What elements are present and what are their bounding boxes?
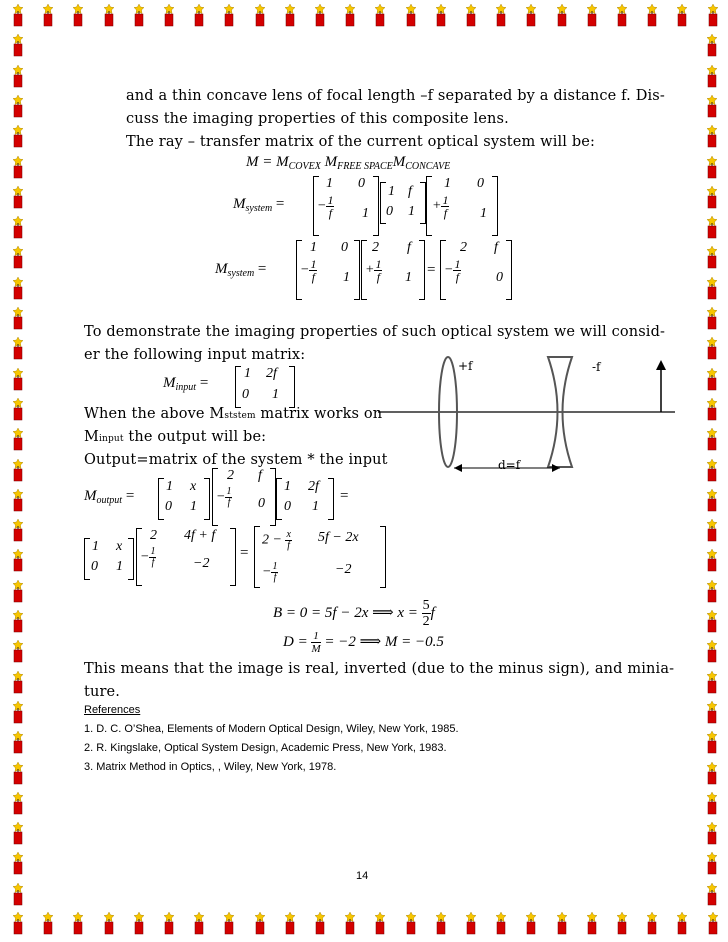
firecracker-icon [706,489,718,505]
firecracker-icon [435,4,447,20]
firecracker-icon [72,912,84,928]
firecracker-icon [706,822,718,838]
firecracker-icon [12,731,24,747]
firecracker-icon [706,852,718,868]
body-line: The ray – transfer matrix of the current optical system will be: [126,134,596,150]
firecracker-icon [314,4,326,20]
firecracker-icon [706,762,718,778]
firecracker-icon [223,4,235,20]
equals-sign: = [240,545,249,561]
firecracker-icon [12,883,24,899]
firecracker-icon [42,4,54,20]
firecracker-icon [706,246,718,262]
firecracker-icon [284,4,296,20]
firecracker-icon [525,912,537,928]
firecracker-icon [42,912,54,928]
firecracker-icon [706,307,718,323]
firecracker-icon [707,912,719,928]
firecracker-icon [495,912,507,928]
firecracker-icon [706,459,718,475]
firecracker-icon [12,792,24,808]
body-line: er the following input matrix: [84,347,306,363]
minus-f-label: -f [592,360,601,374]
body-line: ture. [84,684,121,700]
firecracker-icon [706,95,718,111]
body-line: Output=matrix of the system * the input [84,452,388,468]
firecracker-icon [12,216,24,232]
body-line: To demonstrate the imaging properties of such optical system we will consid- [84,324,666,340]
firecracker-icon [12,489,24,505]
firecracker-icon [314,912,326,928]
firecracker-icon [12,186,24,202]
msystem-label: $M_{system}$ = [215,261,267,279]
firecracker-icon [12,671,24,687]
firecracker-icon [616,4,628,20]
firecracker-icon [465,4,477,20]
firecracker-icon [12,701,24,717]
firecracker-icon [706,610,718,626]
firecracker-icon [12,65,24,81]
firecracker-icon [12,246,24,262]
firecracker-icon [12,428,24,444]
firecracker-icon [646,912,658,928]
page-number: 14 [356,870,369,882]
firecracker-icon [12,459,24,475]
arrow-head [656,360,666,370]
firecracker-icon [12,125,24,141]
firecracker-icon [676,4,688,20]
body-line: This means that the image is real, inverted (due to the minus sign), and minia- [84,661,675,677]
firecracker-icon [163,4,175,20]
firecracker-icon [12,762,24,778]
firecracker-icon [706,65,718,81]
firecracker-icon [12,368,24,384]
firecracker-icon [706,580,718,596]
firecracker-icon [72,4,84,20]
firecracker-icon [616,912,628,928]
firecracker-icon [706,428,718,444]
firecracker-icon [706,519,718,535]
firecracker-icon [556,912,568,928]
firecracker-icon [254,4,266,20]
firecracker-icon [344,4,356,20]
firecracker-icon [12,580,24,596]
firecracker-icon [706,216,718,232]
b-equation: B = 0 = 5f − 2x ⟹ x = $\frac{5}{2}$ f [273,598,435,629]
firecracker-icon [706,277,718,293]
firecracker-icon [163,912,175,928]
firecracker-icon [706,549,718,565]
firecracker-icon [706,731,718,747]
firecracker-icon [103,4,115,20]
firecracker-icon [374,912,386,928]
firecracker-icon [12,610,24,626]
firecracker-icon [12,398,24,414]
minput-label: $M_{input}$ = [163,375,209,393]
firecracker-icon [12,640,24,656]
body-line: When the above Mststem matrix works on [84,406,383,422]
body-line: cuss the imaging properties of this composite lens. [126,111,509,127]
firecracker-icon [706,34,718,50]
firecracker-icon [12,549,24,565]
body-line: Minput the output will be: [84,429,267,445]
firecracker-icon [344,912,356,928]
ray-transfer-equation: $M = M_{COVEX}$ $M_{FREE SPACE}M_{CONCAVE}$ [246,154,451,172]
firecracker-icon [525,4,537,20]
references-heading: References [84,704,141,716]
firecracker-icon [706,337,718,353]
firecracker-icon [676,912,688,928]
firecracker-icon [405,912,417,928]
firecracker-icon [706,701,718,717]
firecracker-icon [12,822,24,838]
body-line: and a thin concave lens of focal length –f separated by a distance f. Dis- [126,88,665,104]
firecracker-icon [12,95,24,111]
firecracker-icon [254,912,266,928]
firecracker-icon [193,912,205,928]
firecracker-icon [495,4,507,20]
firecracker-icon [284,912,296,928]
firecracker-icon [706,640,718,656]
firecracker-icon [586,4,598,20]
firecracker-icon [103,912,115,928]
firecracker-icon [706,156,718,172]
firecracker-icon [12,912,24,928]
distance-label: d=f [498,458,521,472]
firecracker-icon [706,883,718,899]
firecracker-icon [435,912,447,928]
firecracker-icon [12,277,24,293]
firecracker-icon [12,337,24,353]
firecracker-icon [706,368,718,384]
firecracker-icon [646,4,658,20]
equals-sign: = [427,262,436,278]
firecracker-icon [12,156,24,172]
reference-item: 1. D. C. O’Shea, Elements of Modern Optical Design, Wiley, New York, 1985. [84,723,459,735]
firecracker-icon [12,852,24,868]
moutput-label: $M_{output}$ = [84,488,135,506]
reference-item: 2. R. Kingslake, Optical System Design, Academic Press, New York, 1983. [84,742,447,754]
firecracker-icon [706,186,718,202]
firecracker-icon [706,671,718,687]
firecracker-icon [556,4,568,20]
firecracker-icon [133,912,145,928]
firecracker-icon [586,912,598,928]
firecracker-icon [12,519,24,535]
lens-diagram [370,352,690,482]
firecracker-icon [707,4,719,20]
firecracker-icon [405,4,417,20]
firecracker-icon [223,912,235,928]
reference-item: 3. Matrix Method in Optics, , Wiley, New York, 1978. [84,761,337,773]
firecracker-icon [465,912,477,928]
firecracker-icon [706,125,718,141]
firecracker-icon [12,4,24,20]
firecracker-icon [12,34,24,50]
msystem-label: $M_{system}$ = [233,196,285,214]
firecracker-icon [193,4,205,20]
firecracker-icon [706,398,718,414]
d-equation: D = $\frac{1}{M}$ = −2 ⟹ M = −0.5 [283,630,444,655]
equals-sign: = [340,488,349,504]
plus-f-label: +f [458,359,473,373]
firecracker-icon [374,4,386,20]
firecracker-icon [133,4,145,20]
firecracker-icon [12,307,24,323]
firecracker-icon [706,792,718,808]
